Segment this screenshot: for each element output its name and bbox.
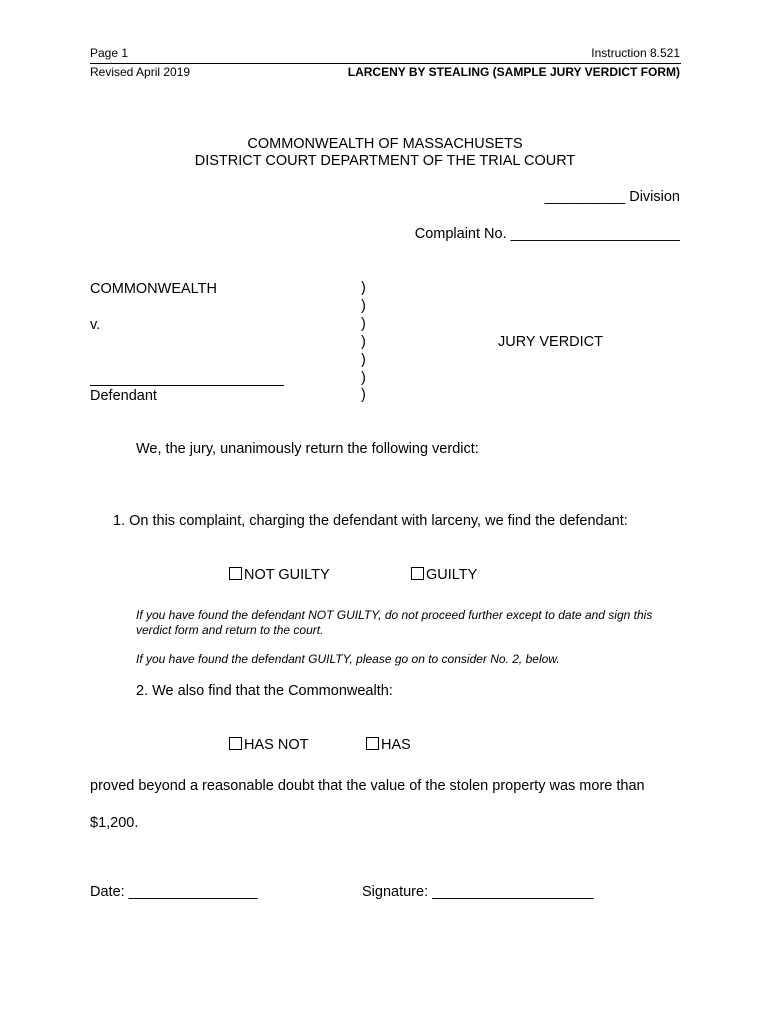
bracket-paren: ) [361, 351, 366, 368]
page-number: Page 1 [90, 46, 129, 60]
checkbox-icon[interactable] [411, 567, 424, 580]
option-has-not[interactable] [229, 737, 308, 753]
division-field[interactable]: __________ Division [544, 189, 680, 205]
signature-field[interactable]: Signature: ____________________ [362, 884, 594, 900]
question-1: 1. On this complaint, charging the defendant with larceny, we find the defendant: [113, 513, 628, 529]
form-title: LARCENY BY STEALING (SAMPLE JURY VERDICT FORM) [347, 65, 680, 79]
option-label: HAS [381, 737, 411, 753]
date-field[interactable]: Date: ________________ [90, 884, 258, 900]
court-name-line2: DISTRICT COURT DEPARTMENT OF THE TRIAL COURT [194, 153, 576, 169]
checkbox-icon[interactable] [366, 737, 379, 750]
value-amount: $1,200. [90, 815, 139, 831]
verdict-title: JURY VERDICT [498, 334, 604, 350]
complaint-number-field[interactable]: Complaint No. _____________________ [414, 226, 680, 242]
option-label: GUILTY [426, 567, 478, 583]
checkbox-icon[interactable] [229, 737, 242, 750]
revised-date: Revised April 2019 [90, 65, 191, 79]
instruction-number: Instruction 8.521 [591, 46, 680, 60]
bracket-paren: ) [361, 369, 366, 386]
court-name-line1: COMMONWEALTH OF MASSACHUSETS [247, 136, 523, 152]
header-rule [90, 63, 681, 64]
option-guilty[interactable] [411, 567, 477, 583]
option-has[interactable] [366, 737, 411, 753]
bracket-paren: ) [361, 315, 366, 332]
instruction-note-1: If you have found the defendant NOT GUILTY, do not proceed further except to date and sign this verdict form and return to the court. [136, 608, 653, 637]
plaintiff-name: COMMONWEALTH [90, 281, 218, 297]
bracket-paren: ) [361, 280, 366, 296]
checkbox-icon[interactable] [229, 567, 242, 580]
proved-statement: proved beyond a reasonable doubt that the value of the stolen property was more than [90, 778, 645, 794]
option-not-guilty[interactable] [229, 567, 330, 583]
question-2: 2. We also find that the Commonwealth: [136, 683, 393, 699]
bracket-paren: ) [361, 387, 366, 404]
caption-bracket [361, 280, 366, 405]
option-label: HAS NOT [244, 737, 309, 753]
jury-intro: We, the jury, unanimously return the following verdict: [136, 441, 479, 457]
bracket-paren: ) [361, 297, 366, 314]
bracket-paren: ) [361, 333, 366, 350]
defendant-name-line[interactable] [90, 385, 284, 386]
instruction-note-2: If you have found the defendant GUILTY, please go on to consider No. 2, below. [136, 652, 560, 666]
option-label: NOT GUILTY [244, 567, 330, 583]
defendant-label: Defendant [90, 388, 157, 404]
versus-label: v. [90, 317, 101, 333]
